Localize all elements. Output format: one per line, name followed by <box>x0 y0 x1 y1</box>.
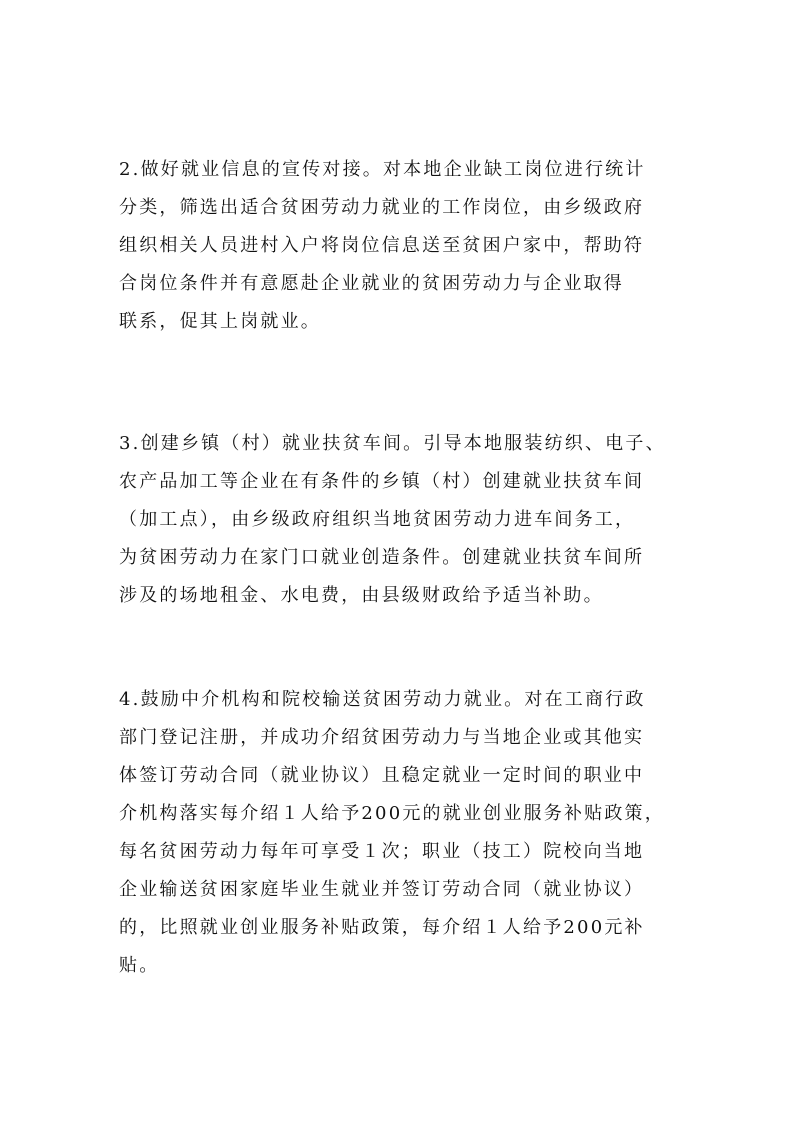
paragraph-line: 的，比照就业创业服务补贴政策，每介绍１人给予200元补 <box>119 917 645 938</box>
paragraph-line: 联系，促其上岗就业。 <box>119 311 321 332</box>
paragraph-line: 体签订劳动合同（就业协议）且稳定就业一定时间的职业中 <box>119 765 645 786</box>
paragraph-line: 企业输送贫困家庭毕业生就业并签订劳动合同（就业协议） <box>119 879 645 900</box>
paragraph-line: 贴。 <box>119 955 160 976</box>
paragraph-line: 每名贫困劳动力每年可享受１次；职业（技工）院校向当地 <box>119 841 645 862</box>
paragraph-line: 为贫困劳动力在家门口就业创造条件。创建就业扶贫车间所 <box>119 547 645 568</box>
paragraph-poverty-workshop <box>119 425 699 615</box>
paragraph-line: 分类，筛选出适合贫困劳动力就业的工作岗位，由乡级政府 <box>119 197 645 218</box>
paragraph-line: 介机构落实每介绍１人给予200元的就业创业服务补贴政策， <box>119 803 665 824</box>
paragraph-line: 涉及的场地租金、水电费，由县级财政给予适当补助。 <box>119 585 604 606</box>
paragraph-line: 3.创建乡镇（村）就业扶贫车间。引导本地服装纺织、电子、 <box>119 433 666 454</box>
paragraph-line: 2.做好就业信息的宣传对接。对本地企业缺工岗位进行统计 <box>119 159 646 180</box>
paragraph-agency-and-schools <box>119 681 699 985</box>
paragraph-line: 组织相关人员进村入户将岗位信息送至贫困户家中，帮助符 <box>119 235 645 256</box>
paragraph-line: （加工点），由乡级政府组织当地贫困劳动力进车间务工， <box>119 509 636 530</box>
paragraph-line: 农产品加工等企业在有条件的乡镇（村）创建就业扶贫车间 <box>119 471 645 492</box>
paragraph-line: 部门登记注册，并成功介绍贫困劳动力与当地企业或其他实 <box>119 727 645 748</box>
paragraph-employment-info-publicity <box>119 151 699 341</box>
paragraph-line: 4.鼓励中介机构和院校输送贫困劳动力就业。对在工商行政 <box>119 689 646 710</box>
paragraph-line: 合岗位条件并有意愿赴企业就业的贫困劳动力与企业取得 <box>119 273 624 294</box>
